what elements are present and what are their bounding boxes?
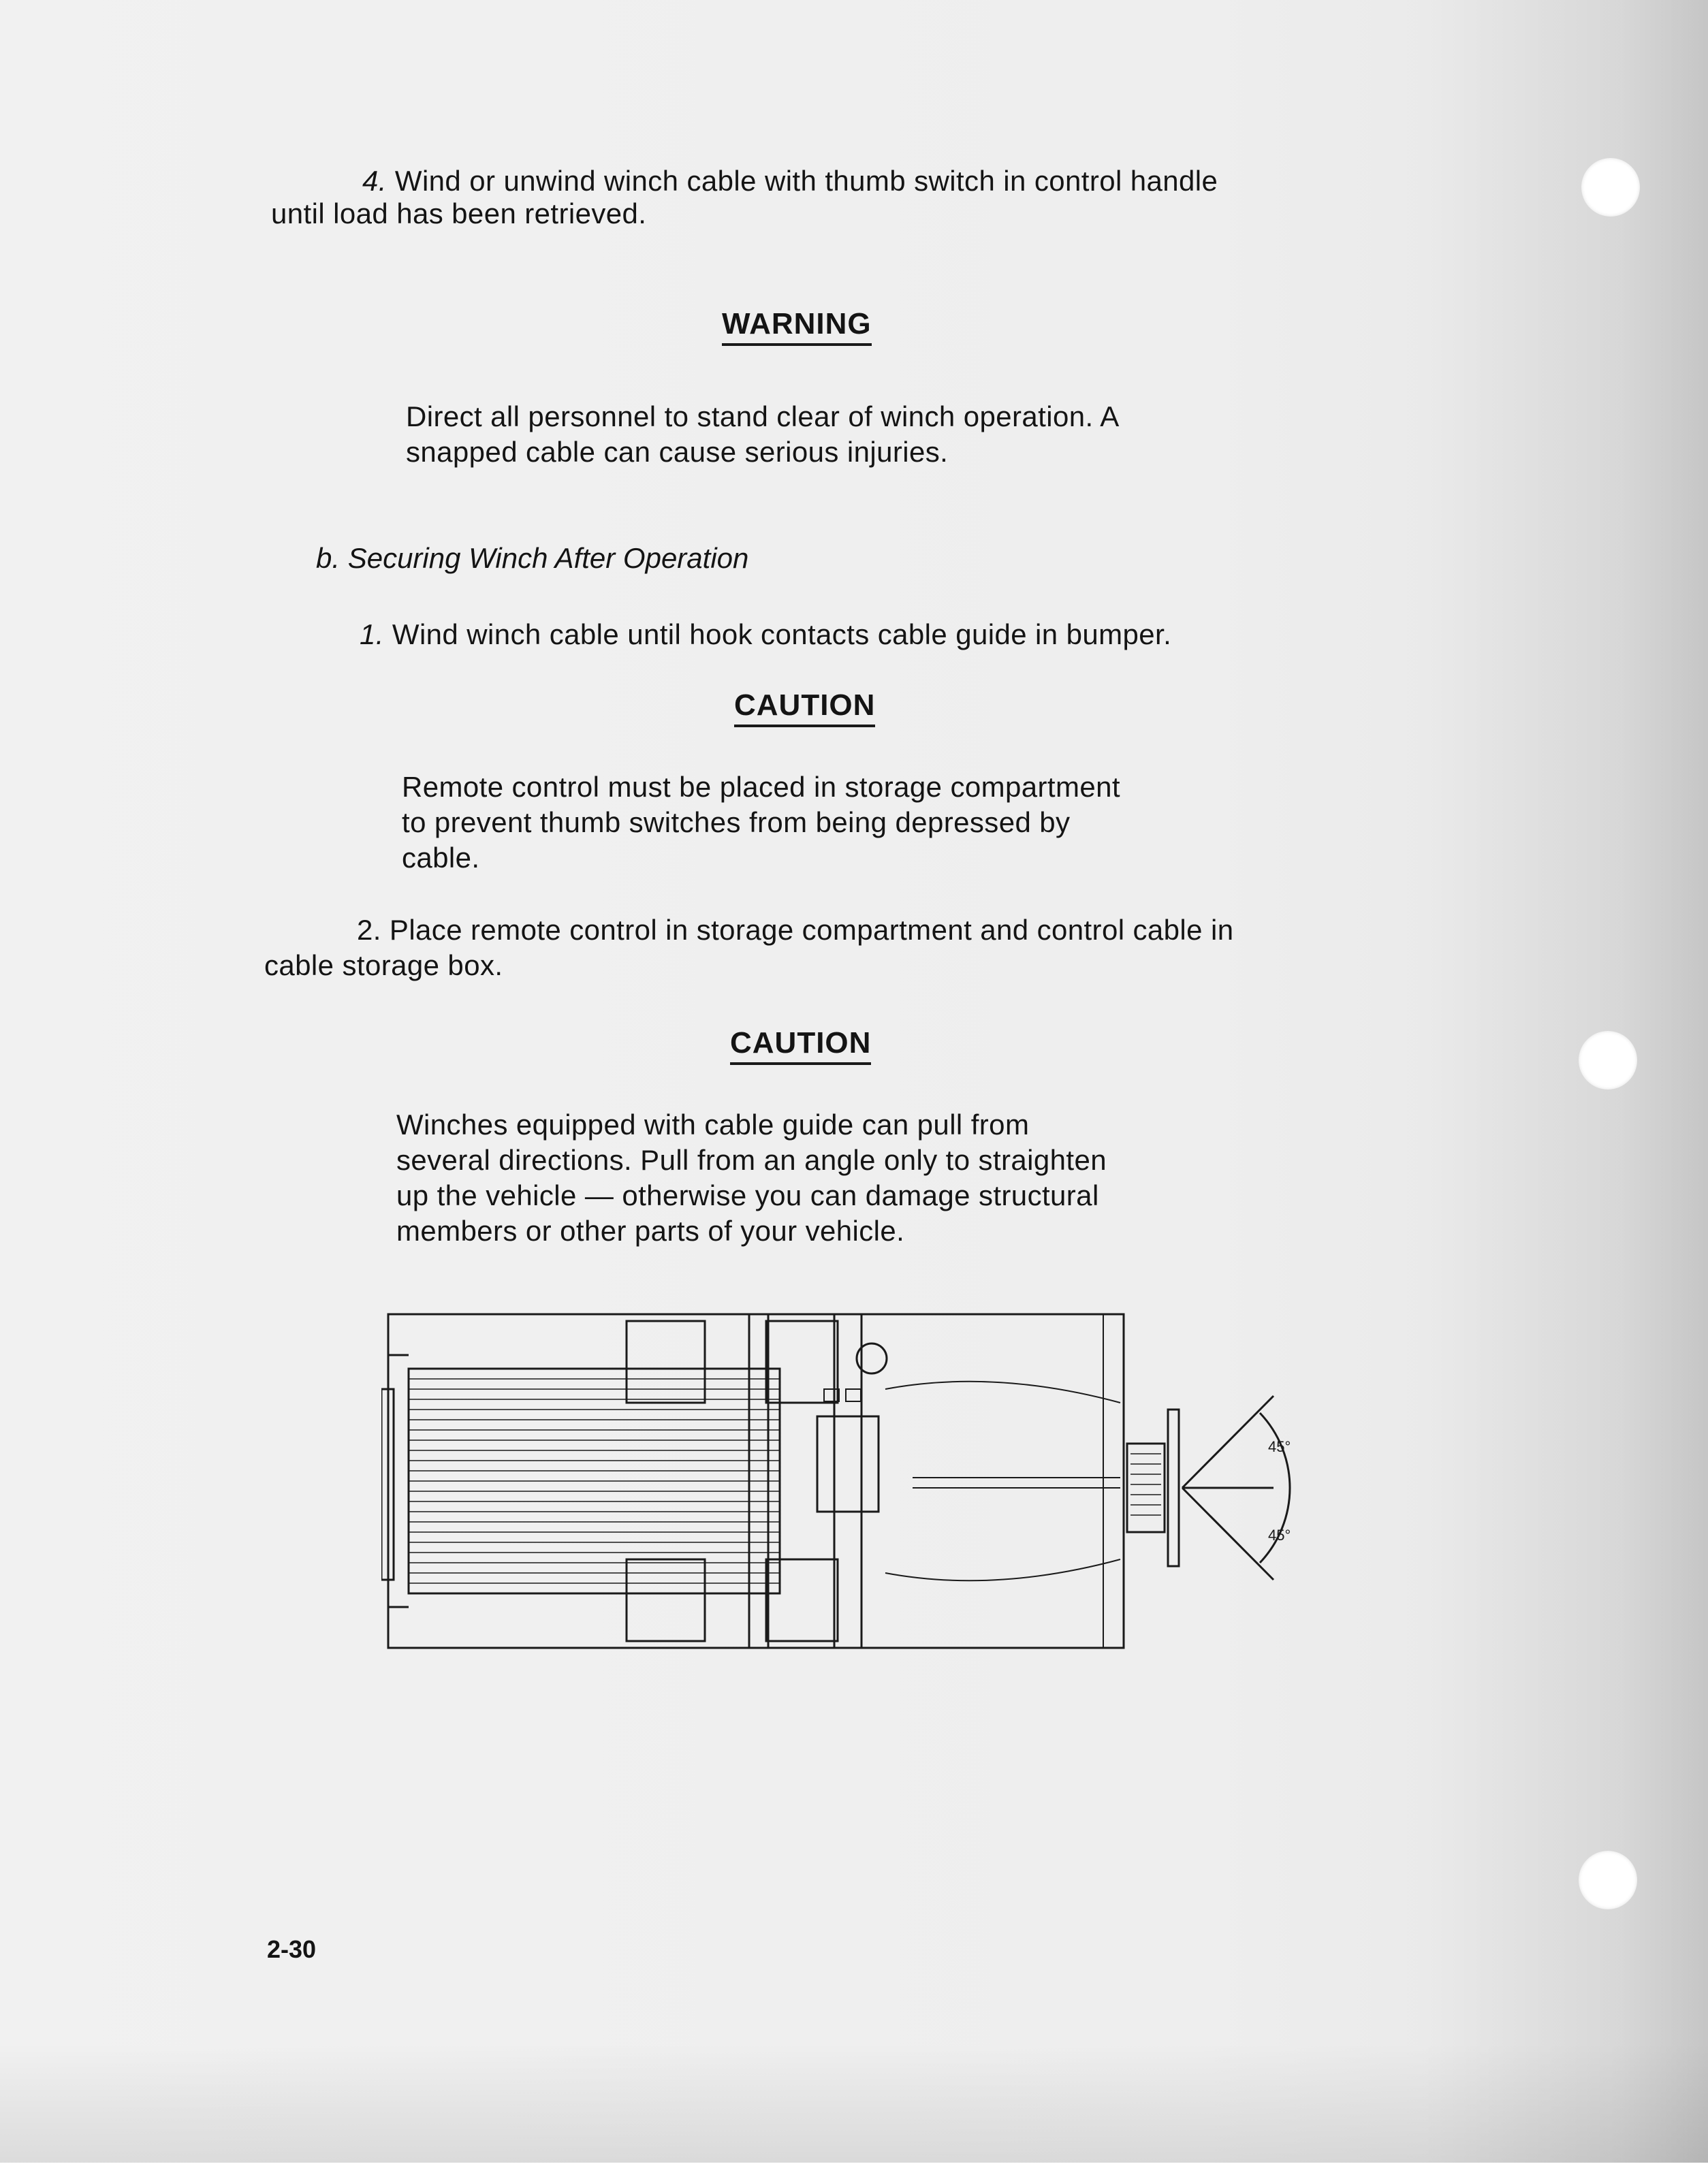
winch-drum xyxy=(1127,1444,1165,1532)
caution-2-line-2: several directions. Pull from an angle only to straighten xyxy=(396,1144,1107,1176)
page-bottom-edge xyxy=(0,2163,1708,2179)
caution-1-line-3: cable. xyxy=(402,842,480,874)
step-2-number: 2. xyxy=(357,914,381,946)
cable-right-45-line xyxy=(1182,1488,1274,1580)
hood-outline xyxy=(861,1314,1124,1648)
step-1-text: Wind winch cable until hook contacts cable guide in bumper. xyxy=(392,618,1172,650)
center-console xyxy=(817,1416,879,1512)
front-left-wheel xyxy=(766,1321,838,1403)
warning-line-1: Direct all personnel to stand clear of winch operation. A xyxy=(406,400,1120,432)
step-4-line-2: until load has been retrieved. xyxy=(271,197,647,229)
section-b-heading: b. Securing Winch After Operation xyxy=(316,542,749,574)
caution-2-line-3: up the vehicle — otherwise you can damage structural xyxy=(396,1179,1099,1211)
rear-right-wheel xyxy=(627,1559,705,1641)
caution-2-line-1: Winches equipped with cable guide can pull from xyxy=(396,1109,1030,1141)
step-4-number: 4. xyxy=(362,165,387,197)
step-2-line-1 xyxy=(357,912,1233,948)
rear-left-wheel xyxy=(627,1321,705,1403)
binder-hole-bottom xyxy=(1579,1851,1637,1909)
step-2-line-2: cable storage box. xyxy=(264,949,503,981)
step-1-number: 1. xyxy=(360,618,384,650)
step-4-line-1 xyxy=(362,163,1218,199)
angle-label-bottom: 45° xyxy=(1268,1527,1291,1544)
binder-hole-top xyxy=(1581,158,1640,217)
front-right-wheel xyxy=(766,1559,838,1641)
winch-pull-angle-figure xyxy=(381,1294,1335,1675)
caution-2-line-4: members or other parts of your vehicle. xyxy=(396,1215,905,1247)
angle-arc-bottom xyxy=(1260,1488,1290,1563)
caution-heading-2: CAUTION xyxy=(730,1027,871,1065)
cargo-bed-slats xyxy=(409,1379,780,1583)
step-1-line xyxy=(360,617,1171,652)
warning-line-2: snapped cable can cause serious injuries. xyxy=(406,436,949,468)
caution-1-line-2: to prevent thumb switches from being depressed by xyxy=(402,806,1071,838)
caution-heading-1: CAUTION xyxy=(734,689,875,727)
step-2-text: Place remote control in storage compartment and control cable in xyxy=(389,914,1234,946)
page-edge-shadow xyxy=(1422,0,1708,2179)
cable-left-45-line xyxy=(1182,1396,1274,1488)
caution-1-line-1: Remote control must be placed in storage compartment xyxy=(402,771,1120,803)
angle-label-top: 45° xyxy=(1268,1438,1291,1455)
vehicle-top-view-drawing xyxy=(381,1294,1335,1675)
page-bottom-shadow xyxy=(0,2043,1708,2179)
front-bumper xyxy=(1168,1410,1179,1566)
warning-heading: WARNING xyxy=(722,308,872,346)
binder-hole-middle xyxy=(1579,1031,1637,1090)
page-number: 2-30 xyxy=(267,1935,317,1963)
step-4-text: Wind or unwind winch cable with thumb switch in control handle xyxy=(394,165,1218,197)
